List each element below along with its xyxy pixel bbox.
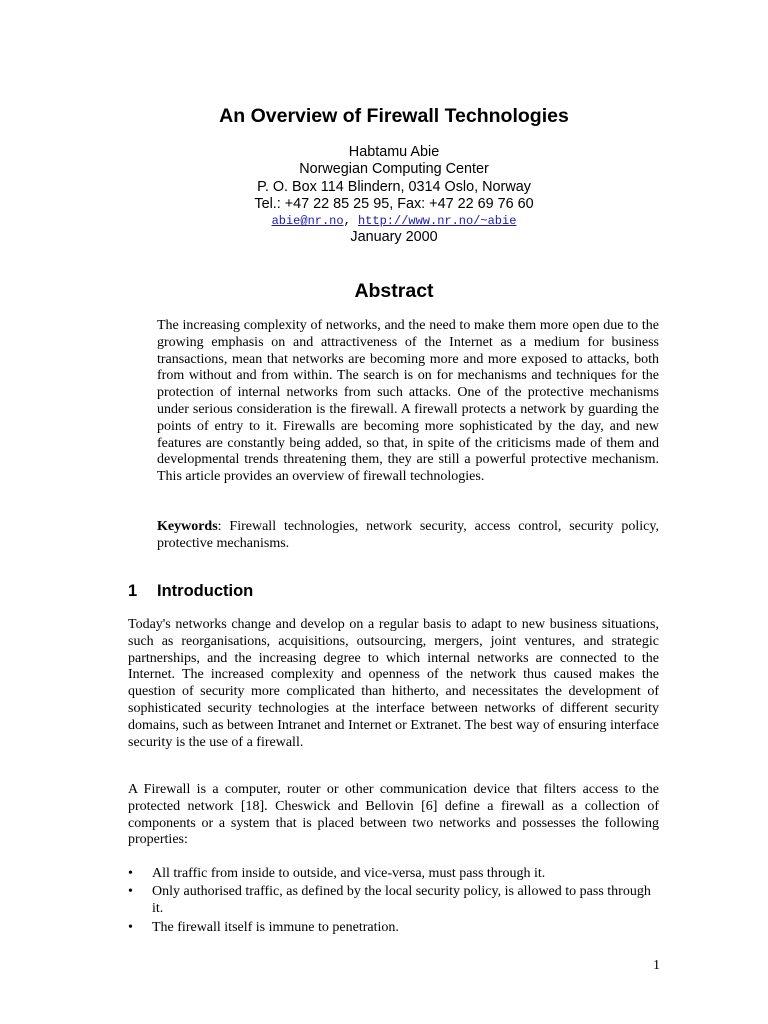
intro-paragraph-2: A Firewall is a computer, router or other communication device that filters access to the protected network [18]. Cheswick and Bellovin [6] define a firewall as a collection of components or a system that is placed between two networks and possesses the following properties: [128,782,659,848]
firewall-properties-list [128,866,659,938]
publication-date: January 2000 [350,229,438,246]
bullet-icon: • [128,919,133,935]
list-item [128,866,659,883]
list-item [128,920,659,937]
keywords-text: : Firewall technologies, network security, access control, security policy, protective mechanisms. [157,519,659,551]
abstract-heading: Abstract [354,280,434,302]
section-number: 1 [128,582,138,600]
author-block [0,144,768,245]
email-link[interactable]: abie@nr.no [271,214,344,229]
section-heading-introduction [128,582,253,601]
page-number: 1 [653,958,660,973]
keywords-label: Keywords [157,519,218,534]
list-item [128,884,659,918]
bullet-icon: • [128,884,133,900]
author-organization: Norwegian Computing Center [299,161,489,178]
author-contact-links [0,213,768,230]
abstract-paragraph: The increasing complexity of networks, and the need to make them more open due to the growing emphasis on and attractiveness of the Internet as a medium for business transactions, mean that networks are becoming more and more exposed to attacks, both from without and from within. The search is on for mechanisms and techniques for the protection of internal networks from such attacks. One of the protective mechanisms under serious consideration is the firewall. A firewall protects a network by guarding the points of entry to it. Firewalls are becoming more sophisticated by the day, and new features are constantly being added, so that, in spite of the criticisms made of them and developmental trends threatening them, they are still a powerful protective mechanism. This article provides an overview of firewall technologies. [157,318,659,485]
keywords-paragraph [157,519,659,553]
author-name: Habtamu Abie [348,144,440,160]
contact-separator: , [343,214,358,229]
list-item-text: Only authorised traffic, as defined by the local security policy, is allowed to pass through it. [152,884,651,917]
author-phone-fax: Tel.: +47 22 85 25 95, Fax: +47 22 69 76 60 [254,195,534,212]
author-address: P. O. Box 114 Blindern, 0314 Oslo, Norway [257,178,531,195]
paper-title: An Overview of Firewall Technologies [219,105,569,127]
bullet-icon: • [128,866,133,881]
list-item-text: All traffic from inside to outside, and vice-versa, must pass through it. [152,866,546,881]
list-item-text: The firewall itself is immune to penetration. [152,919,399,935]
section-title: Introduction [157,582,254,600]
intro-paragraph-1: Today's networks change and develop on a regular basis to adapt to new business situations, such as reorganisations, acquisitions, outsourcing, mergers, joint ventures, and strategic partnerships, and the increasing degree to which internal networks are connected to the Internet. The increased complexity and openness of the network thus caused makes the question of security more complicated than hitherto, and necessitates the development of sophisticated security technologies at the interface between networks of different security domains, such as between Intranet and Internet or Extranet. The best way of ensuring interface security is the use of a firewall. [128,617,659,750]
homepage-link[interactable]: http://www.nr.no/~abie [357,214,517,229]
